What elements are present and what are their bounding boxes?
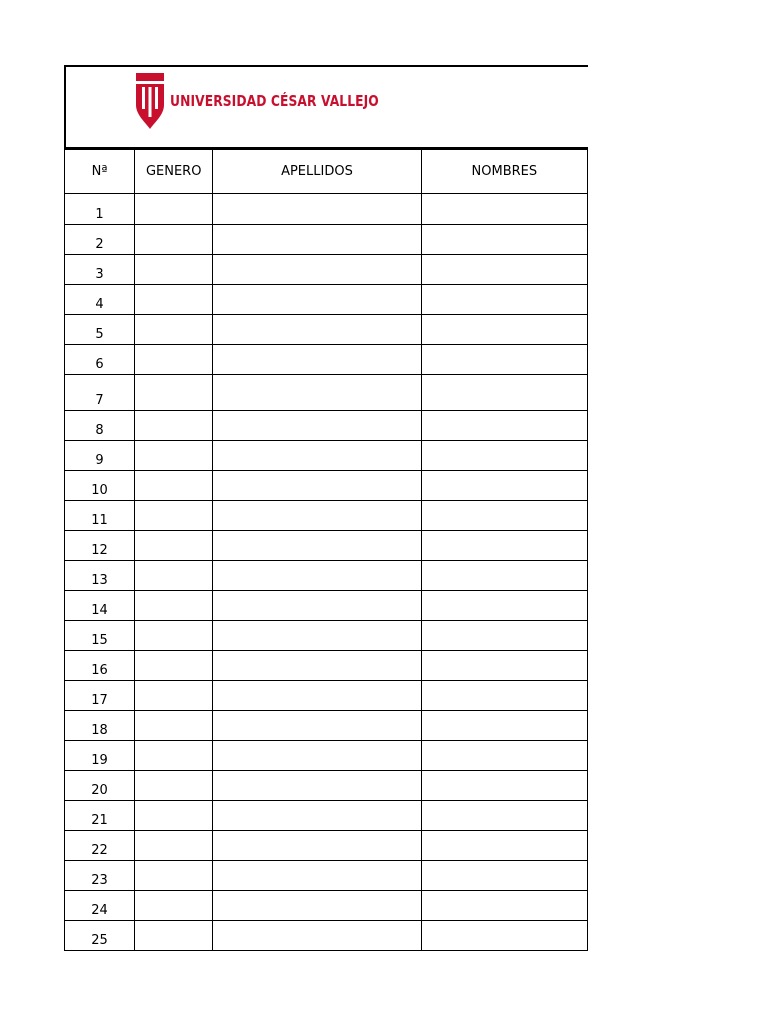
- row-number: 24: [65, 891, 135, 921]
- table-row: [65, 441, 588, 471]
- nombres-cell[interactable]: [421, 831, 587, 861]
- row-number: 3: [65, 255, 135, 285]
- genero-cell[interactable]: [135, 531, 213, 561]
- table-row: [65, 255, 588, 285]
- row-number: 6: [65, 345, 135, 375]
- genero-cell[interactable]: [135, 441, 213, 471]
- genero-cell[interactable]: [135, 591, 213, 621]
- apellidos-cell[interactable]: [213, 441, 421, 471]
- nombres-cell[interactable]: [421, 861, 587, 891]
- column-header-number: Nª: [65, 150, 135, 194]
- row-number: 8: [65, 411, 135, 441]
- university-logo: [136, 73, 425, 129]
- student-roster-table: [64, 149, 588, 951]
- genero-cell[interactable]: [135, 861, 213, 891]
- row-number: 11: [65, 501, 135, 531]
- apellidos-cell[interactable]: [213, 285, 421, 315]
- apellidos-cell[interactable]: [213, 621, 421, 651]
- table-row: [65, 501, 588, 531]
- sheet-header: [64, 65, 588, 149]
- apellidos-cell[interactable]: [213, 501, 421, 531]
- apellidos-cell[interactable]: [213, 194, 421, 225]
- roster-body: [65, 194, 588, 951]
- row-number: 18: [65, 711, 135, 741]
- genero-cell[interactable]: [135, 471, 213, 501]
- nombres-cell[interactable]: [421, 315, 587, 345]
- nombres-cell[interactable]: [421, 651, 587, 681]
- nombres-cell[interactable]: [421, 375, 587, 411]
- column-header-apellidos: APELLIDOS: [213, 150, 421, 194]
- table-row: [65, 531, 588, 561]
- apellidos-cell[interactable]: [213, 471, 421, 501]
- row-number: 10: [65, 471, 135, 501]
- nombres-cell[interactable]: [421, 411, 587, 441]
- genero-cell[interactable]: [135, 831, 213, 861]
- table-header-row: [65, 150, 588, 194]
- row-number: 25: [65, 921, 135, 951]
- apellidos-cell[interactable]: [213, 411, 421, 441]
- row-number: 23: [65, 861, 135, 891]
- genero-cell[interactable]: [135, 561, 213, 591]
- genero-cell[interactable]: [135, 285, 213, 315]
- apellidos-cell[interactable]: [213, 561, 421, 591]
- genero-cell[interactable]: [135, 711, 213, 741]
- nombres-cell[interactable]: [421, 285, 587, 315]
- table-row: [65, 621, 588, 651]
- apellidos-cell[interactable]: [213, 861, 421, 891]
- nombres-cell[interactable]: [421, 561, 587, 591]
- apellidos-cell[interactable]: [213, 771, 421, 801]
- table-row: [65, 831, 588, 861]
- row-number: 12: [65, 531, 135, 561]
- row-number: 17: [65, 681, 135, 711]
- nombres-cell[interactable]: [421, 225, 587, 255]
- row-number: 19: [65, 741, 135, 771]
- table-row: [65, 194, 588, 225]
- genero-cell[interactable]: [135, 315, 213, 345]
- nombres-cell[interactable]: [421, 345, 587, 375]
- apellidos-cell[interactable]: [213, 921, 421, 951]
- column-header-genero: GENERO: [135, 150, 213, 194]
- row-number: 5: [65, 315, 135, 345]
- row-number: 9: [65, 441, 135, 471]
- genero-cell[interactable]: [135, 255, 213, 285]
- row-number: 2: [65, 225, 135, 255]
- table-row: [65, 741, 588, 771]
- table-row: [65, 345, 588, 375]
- nombres-cell[interactable]: [421, 741, 587, 771]
- row-number: 21: [65, 801, 135, 831]
- apellidos-cell[interactable]: [213, 891, 421, 921]
- roster-sheet: [64, 65, 588, 951]
- genero-cell[interactable]: [135, 651, 213, 681]
- row-number: 22: [65, 831, 135, 861]
- genero-cell[interactable]: [135, 375, 213, 411]
- table-row: [65, 591, 588, 621]
- genero-cell[interactable]: [135, 621, 213, 651]
- table-row: [65, 711, 588, 741]
- university-shield-icon: [136, 73, 164, 129]
- nombres-cell[interactable]: [421, 531, 587, 561]
- apellidos-cell[interactable]: [213, 255, 421, 285]
- table-row: [65, 651, 588, 681]
- nombres-cell[interactable]: [421, 441, 587, 471]
- apellidos-cell[interactable]: [213, 831, 421, 861]
- row-number: 20: [65, 771, 135, 801]
- nombres-cell[interactable]: [421, 501, 587, 531]
- genero-cell[interactable]: [135, 801, 213, 831]
- column-header-nombres: NOMBRES: [421, 150, 587, 194]
- table-row: [65, 375, 588, 411]
- table-row: [65, 471, 588, 501]
- row-number: 13: [65, 561, 135, 591]
- nombres-cell[interactable]: [421, 681, 587, 711]
- table-row: [65, 285, 588, 315]
- table-row: [65, 891, 588, 921]
- apellidos-cell[interactable]: [213, 315, 421, 345]
- row-number: 15: [65, 621, 135, 651]
- table-row: [65, 225, 588, 255]
- table-row: [65, 861, 588, 891]
- genero-cell[interactable]: [135, 345, 213, 375]
- genero-cell[interactable]: [135, 501, 213, 531]
- apellidos-cell[interactable]: [213, 345, 421, 375]
- row-number: 4: [65, 285, 135, 315]
- nombres-cell[interactable]: [421, 891, 587, 921]
- nombres-cell[interactable]: [421, 591, 587, 621]
- apellidos-cell[interactable]: [213, 225, 421, 255]
- table-row: [65, 411, 588, 441]
- table-row: [65, 681, 588, 711]
- table-row: [65, 801, 588, 831]
- apellidos-cell[interactable]: [213, 531, 421, 561]
- nombres-cell[interactable]: [421, 194, 587, 225]
- genero-cell[interactable]: [135, 194, 213, 225]
- apellidos-cell[interactable]: [213, 375, 421, 411]
- apellidos-cell[interactable]: [213, 711, 421, 741]
- apellidos-cell[interactable]: [213, 681, 421, 711]
- apellidos-cell[interactable]: [213, 741, 421, 771]
- table-row: [65, 315, 588, 345]
- nombres-cell[interactable]: [421, 921, 587, 951]
- row-number: 7: [65, 375, 135, 411]
- genero-cell[interactable]: [135, 891, 213, 921]
- table-row: [65, 561, 588, 591]
- genero-cell[interactable]: [135, 225, 213, 255]
- nombres-cell[interactable]: [421, 711, 587, 741]
- nombres-cell[interactable]: [421, 255, 587, 285]
- nombres-cell[interactable]: [421, 621, 587, 651]
- table-row: [65, 771, 588, 801]
- row-number: 14: [65, 591, 135, 621]
- genero-cell[interactable]: [135, 681, 213, 711]
- genero-cell[interactable]: [135, 771, 213, 801]
- nombres-cell[interactable]: [421, 471, 587, 501]
- genero-cell[interactable]: [135, 741, 213, 771]
- genero-cell[interactable]: [135, 921, 213, 951]
- table-row: [65, 921, 588, 951]
- row-number: 16: [65, 651, 135, 681]
- nombres-cell[interactable]: [421, 771, 587, 801]
- apellidos-cell[interactable]: [213, 651, 421, 681]
- nombres-cell[interactable]: [421, 801, 587, 831]
- apellidos-cell[interactable]: [213, 591, 421, 621]
- university-name: UNIVERSIDAD CÉSAR VALLEJO: [170, 92, 379, 110]
- row-number: 1: [65, 194, 135, 225]
- genero-cell[interactable]: [135, 411, 213, 441]
- apellidos-cell[interactable]: [213, 801, 421, 831]
